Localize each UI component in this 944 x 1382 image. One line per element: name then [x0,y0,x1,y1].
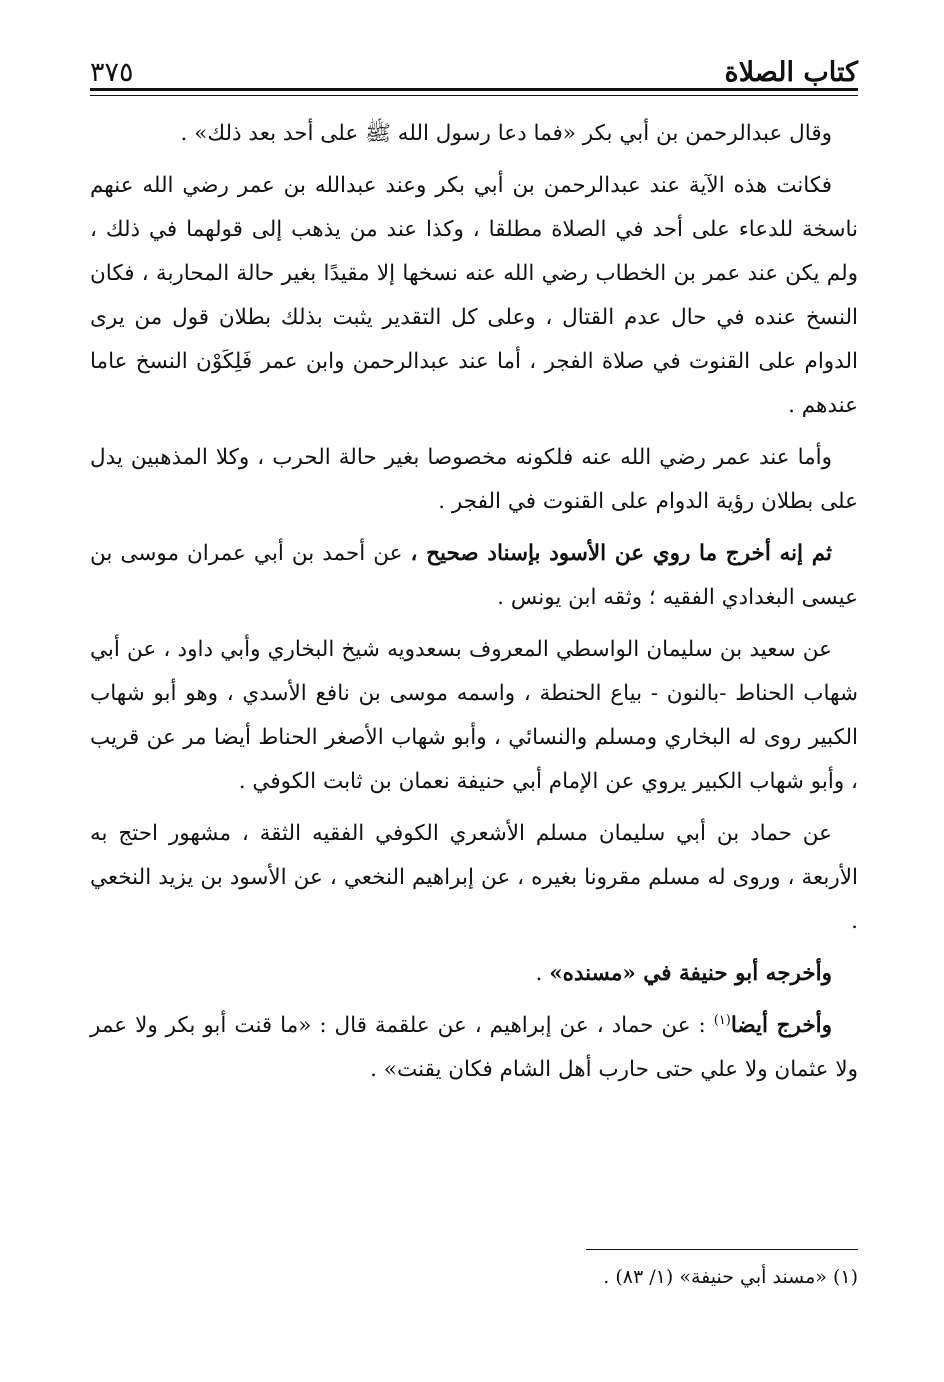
header-rule-thin [90,95,858,96]
running-title: كتاب الصلاة [724,57,858,88]
footnote-marker: (١) [713,1012,731,1028]
header-rule-thick [90,88,858,91]
paragraph-8: وأخرج أيضا$^{(١)}$ : عن حماد ، عن إبراهيم ، عن علقمة قال : «ما قنت أبو بكر ولا عمر ولا عثمان ولا علي حتى حارب أهل الشام فكان يقنت» . [90,1012,858,1082]
paragraph-1: وقال عبدالرحمن بن أبي بكر «فما دعا رسول الله ﷺ على أحد بعد ذلك» . [180,121,832,146]
paragraph-4: ثم إنه أخرج ما روي عن الأسود بإسناد صحيح ، عن أحمد بن أبي عمران موسى بن عيسى البغدادي الفقيه ؛ وثقه ابن يونس . [90,541,858,610]
paragraph-5: عن سعيد بن سليمان الواسطي المعروف بسعدويه شيخ البخاري وأبي داود ، عن أبي شهاب الحناط -بالنون - بياع الحنطة ، واسمه موسى بن نافع الأسدي ، وهو أبو شهاب الكبير روى له البخاري ومسلم والنسائي ، وأبو شهاب الأصغر الحناط أيضا مر عن قريب ، وأبو شهاب الكبير يروي عن الإمام أبي حنيفة نعمان بن ثابت الكوفي . [90,637,858,794]
paragraph-3: وأما عند عمر رضي الله عنه فلكونه مخصوصا بغير حالة الحرب ، وكلا المذهبين يدل على بطلان رؤية الدوام على القنوت في الفجر . [90,445,858,514]
paragraph-2: فكانت هذه الآية عند عبدالرحمن بن أبي بكر وعند عبدالله بن عمر رضي الله عنهم ناسخة للدعاء على أحد في الصلاة مطلقا ، وكذا عند من يذهب إلى قولهما في ذلك ، ولم يكن عند عمر بن الخطاب رضي الله عنه نسخها إلا مقيدًا بغير حالة المحاربة ، فكان النسخ عنده في حال عدم القتال ، وعلى كل التقدير يثبت بذلك بطلان قول من يرى الدوام على القنوت في صلاة الفجر ، أما عند عبدالرحمن وابن عمر فَلِكَوْن النسخ عاما عندهم . [90,173,858,418]
bold-lead: وأخرج أيضا [730,1013,832,1038]
footnote: (١) «مسند أبي حنيفة» (١/ ٨٣) . [603,1266,858,1288]
paragraph-7: وأخرجه أبو حنيفة في «مسنده» . [535,961,832,986]
page-number: ٣٧٥ [90,57,134,88]
footnote-separator [586,1249,858,1250]
paragraph-6: عن حماد بن أبي سليمان مسلم الأشعري الكوفي الفقيه الثقة ، مشهور احتج به الأربعة ، وروى له مسلم مقرونا بغيره ، عن إبراهيم النخعي ، عن الأسود بن يزيد النخعي . [90,821,858,934]
page-header [90,40,858,86]
main-text [90,112,858,1100]
bold-lead: وأخرجه أبو حنيفة في «مسنده» [549,961,832,986]
bold-lead: ثم إنه أخرج ما روي عن الأسود بإسناد صحيح ، [410,541,832,566]
